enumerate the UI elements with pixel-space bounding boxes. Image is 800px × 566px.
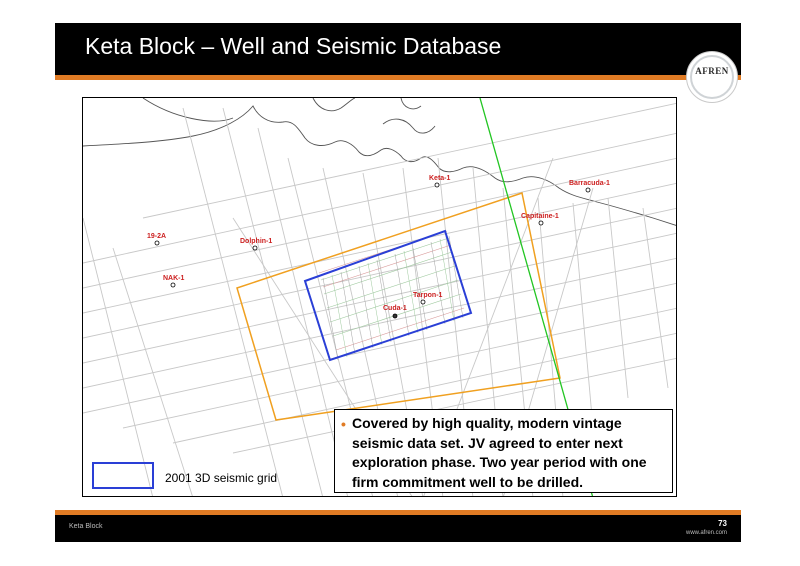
bullet-icon: • (341, 416, 346, 432)
well-tarpon-1 (413, 292, 443, 304)
logo-ring (690, 55, 734, 99)
logo-text: AFREN (695, 66, 729, 76)
well-dolphin-1 (240, 238, 272, 250)
header-accent-line (55, 75, 741, 80)
well-barracuda-1 (569, 180, 610, 192)
coastline (83, 106, 677, 226)
svg-text:NAK-1: NAK-1 (163, 275, 185, 282)
header-bar (55, 23, 741, 75)
footer-url: www.afren.com (685, 530, 727, 536)
well-capitaine-1 (521, 213, 559, 225)
legend-swatch (92, 462, 154, 489)
page-number: 73 (718, 519, 727, 528)
svg-text:Tarpon-1: Tarpon-1 (413, 292, 443, 299)
page-title: Keta Block – Well and Seismic Database (85, 33, 502, 59)
svg-text:Cuda-1: Cuda-1 (383, 305, 407, 312)
footer-section-label: Keta Block (69, 523, 103, 530)
legend-label: 2001 3D seismic grid (165, 471, 278, 485)
footer-bar (55, 515, 741, 542)
svg-text:19-2A: 19-2A (147, 233, 167, 240)
callout-text: Covered by high quality, modern vintage seismic data set. JV agreed to enter next exploration phase. Two year period with one firm commitment well to be drilled. (352, 415, 647, 490)
well-19-2a (147, 233, 166, 245)
well-nak-1 (163, 275, 184, 287)
callout-box (334, 409, 673, 493)
svg-text:Dolphin-1: Dolphin-1 (240, 238, 273, 245)
svg-text:Barracuda-1: Barracuda-1 (569, 180, 610, 187)
svg-text:Keta-1: Keta-1 (429, 175, 451, 182)
svg-text:Capitaine-1: Capitaine-1 (521, 213, 559, 220)
afren-logo (686, 51, 738, 103)
3d-seismic-grid-outline (305, 231, 471, 360)
